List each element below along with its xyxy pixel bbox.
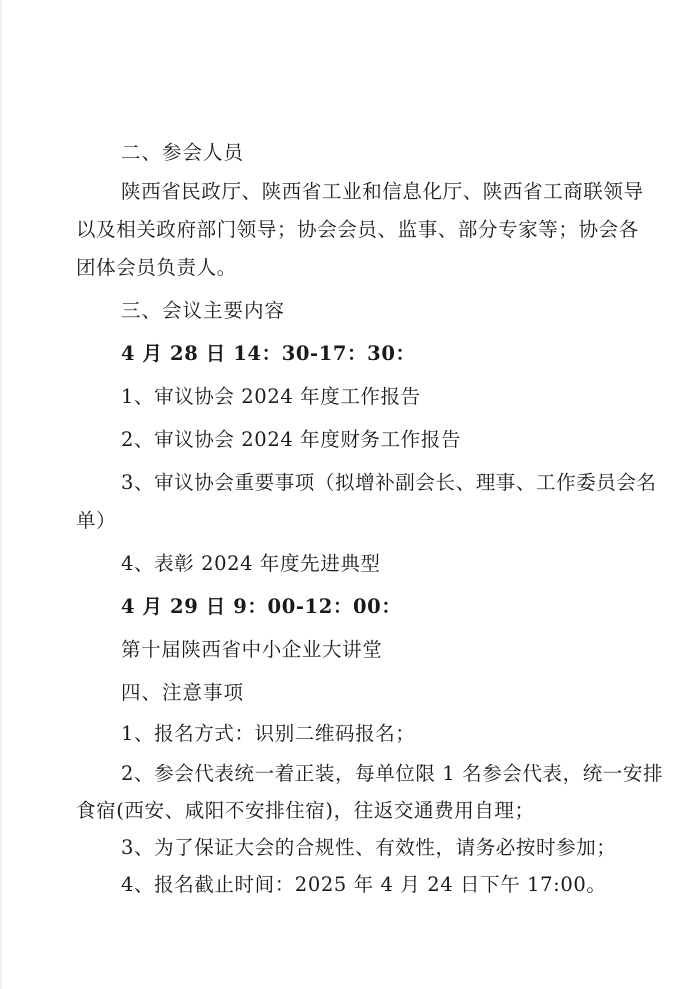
agenda-day1-time: 4 月 28 日 14：30-17：30： <box>121 342 416 365</box>
page-edge-shadow <box>0 0 2 989</box>
agenda-day2-time: 4 月 29 日 9：00-12：00： <box>121 595 402 618</box>
agenda-day1-item-3: 3、审议协会重要事项（拟增补副会长、理事、工作委员会名 <box>121 471 657 494</box>
agenda-day1-item-3-cont: 单） <box>76 509 117 532</box>
notes-line-1: 1、报名方式：识别二维码报名； <box>121 722 416 745</box>
attendees-line-1: 陕西省民政厅、陕西省工业和信息化厅、陕西省工商联领导 <box>121 180 644 203</box>
section-heading-attendees: 二、参会人员 <box>121 141 245 164</box>
section-heading-agenda: 三、会议主要内容 <box>121 299 286 322</box>
agenda-day2-item: 第十届陕西省中小企业大讲堂 <box>121 638 383 661</box>
agenda-day1-item-4: 4、表彰 2024 年度先进典型 <box>121 552 381 575</box>
agenda-day1-item-1: 1、审议协会 2024 年度工作报告 <box>121 385 421 408</box>
notes-line-2: 2、参会代表统一着正装，每单位限 1 名参会代表，统一安排 <box>121 762 664 785</box>
notes-line-5: 4、报名截止时间：2025 年 4 月 24 日下午 17:00。 <box>121 873 607 896</box>
attendees-line-3: 团体会员负责人。 <box>76 256 237 279</box>
attendees-line-2: 以及相关政府部门领导；协会会员、监事、部分专家等；协会各 <box>76 218 639 241</box>
agenda-day1-item-2: 2、审议协会 2024 年度财务工作报告 <box>121 428 461 451</box>
notes-line-4: 3、为了保证大会的合规性、有效性，请务必按时参加； <box>121 836 617 859</box>
notes-line-3: 食宿(西安、咸阳不安排住宿)，往返交通费用自理； <box>76 799 535 822</box>
section-heading-notes: 四、注意事项 <box>121 681 245 704</box>
